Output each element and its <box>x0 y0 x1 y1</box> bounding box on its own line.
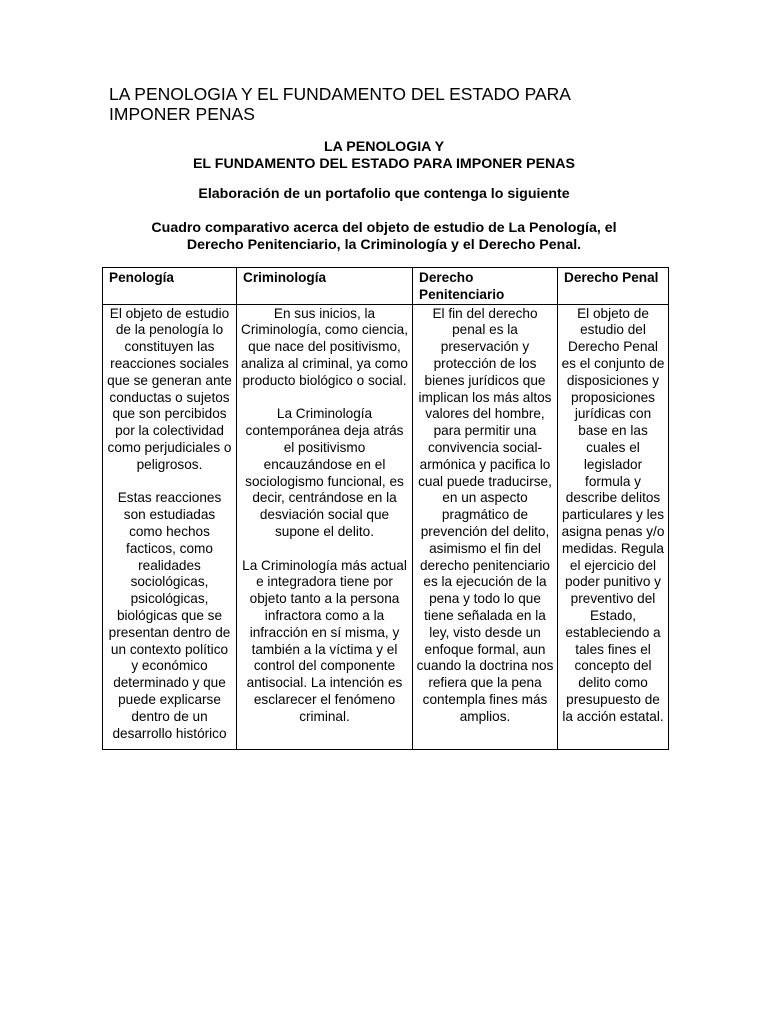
cell-derecho-penal <box>558 304 669 750</box>
penologia-paragraph-1: El objeto de estudio de la penología lo constituyen las reacciones sociales que se generan ante conductas o sujetos que son percibidos por la colectividad como perjudiciales o peligrosos. <box>107 305 232 472</box>
header-penologia: Penología <box>103 268 237 305</box>
cell-criminologia <box>237 304 413 750</box>
table-caption: Cuadro comparativo acerca del objeto de estudio de La Penología, el Derecho Penitenciario, la Criminología y el Derecho Penal. <box>151 220 617 253</box>
cell-penologia <box>103 304 237 750</box>
header-derecho-penitenciario: Derecho Penitenciario <box>413 268 558 305</box>
table-row <box>103 304 669 750</box>
penologia-paragraph-2: Estas reacciones son estudiadas como hechos facticos, como realidades sociológicas, psicológicas, biológicas que se presentan dentro de un contexto político y económico determinado y que puede explicarse dentro de un desarrollo histórico <box>108 490 231 741</box>
criminologia-paragraph-2: La Criminología contemporánea deja atrás el positivismo encauzándose en el sociologismo funcional, es decir, centrándose en la desviación social que supone el delito. <box>245 406 404 539</box>
criminologia-paragraph-3: La Criminología más actual e integradora tiene por objeto tanto a la persona infractora como a la infracción en sí misma, y también a la víctima y el control del componente antisocial. La intención es esclarecer el fenómeno criminal. <box>242 557 407 724</box>
header-criminologia: Criminología <box>237 268 413 305</box>
main-heading: LA PENOLOGIA Y EL FUNDAMENTO DEL ESTADO PARA IMPONER PENAS <box>192 139 576 172</box>
comparison-table <box>102 267 669 750</box>
document-title: LA PENOLOGIA Y EL FUNDAMENTO DEL ESTADO PARA IMPONER PENAS <box>109 84 571 124</box>
sub-heading: Elaboración de un portafolio que contenga lo siguiente <box>198 186 570 202</box>
criminologia-paragraph-1: En sus inicios, la Criminología, como ciencia, que nace del positivismo, analiza al criminal, ya como producto biológico o social. <box>241 305 408 388</box>
table-header-row <box>103 268 669 305</box>
header-derecho-penal: Derecho Penal <box>558 268 669 305</box>
cell-derecho-penitenciario <box>413 304 558 750</box>
derecho-penal-paragraph: El objeto de estudio del Derecho Penal es el conjunto de disposiciones y proposiciones jurídicas con base en las cuales el legislador formula y describe delitos particulares y les asigna penas y/o medidas. Regula el ejercicio del poder punitivo y preventivo del Estado, estableciendo a tales fines el concepto del delito como presupuesto de la acción estatal. <box>561 305 665 724</box>
derecho-penitenciario-paragraph: El fin del derecho penal es la preservación y protección de los bienes jurídicos que implican los más altos valores del hombre, para permitir una convivencia social-armónica y pacifica lo cual puede traducirse, en un aspecto pragmático de prevención del delito, asimismo el fin del derecho penitenciario es la ejecución de la pena y todo lo que tiene señalada en la ley, visto desde un enfoque formal, aun cuando la doctrina nos refiera que la pena contempla fines más amplios. <box>416 305 554 724</box>
